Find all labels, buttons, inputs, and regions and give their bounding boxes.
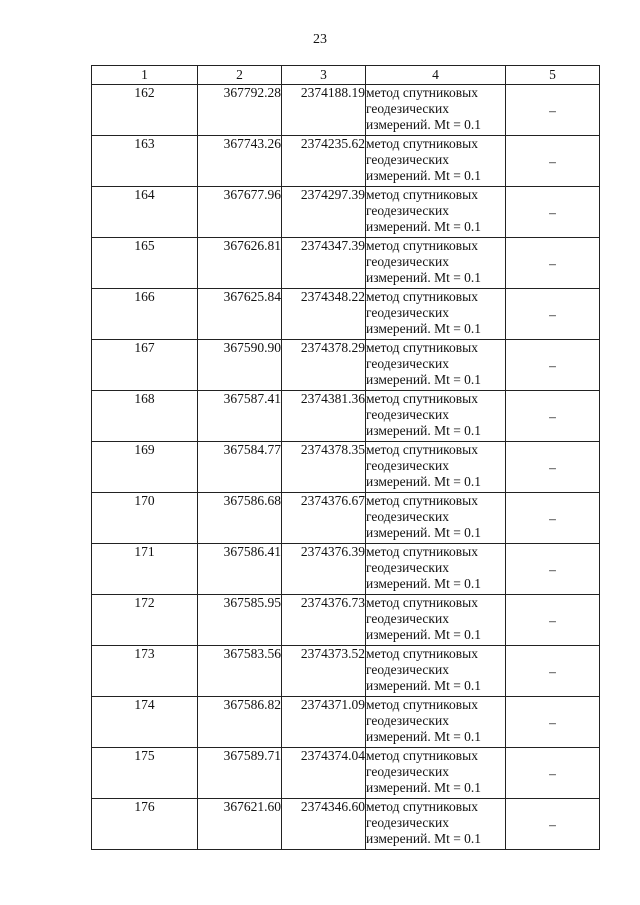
table-header: [92, 66, 600, 85]
point-number-cell: 171: [92, 544, 198, 595]
y-coordinate-cell: 2374381.36: [282, 391, 366, 442]
x-coordinate-cell: 367621.60: [198, 799, 282, 850]
point-number-cell: 165: [92, 238, 198, 289]
table-row: [92, 799, 600, 850]
note-cell: –: [506, 85, 600, 136]
header-col-1: 1: [92, 66, 198, 85]
y-coordinate-cell: 2374348.22: [282, 289, 366, 340]
method-cell: метод спутниковых геодезических измерений. Mt = 0.1: [366, 646, 506, 697]
y-coordinate-cell: 2374376.39: [282, 544, 366, 595]
method-cell: метод спутниковых геодезических измерений. Mt = 0.1: [366, 442, 506, 493]
table-row: [92, 391, 600, 442]
x-coordinate-cell: 367626.81: [198, 238, 282, 289]
x-coordinate-cell: 367587.41: [198, 391, 282, 442]
note-cell: –: [506, 136, 600, 187]
method-cell: метод спутниковых геодезических измерений. Mt = 0.1: [366, 544, 506, 595]
y-coordinate-cell: 2374374.04: [282, 748, 366, 799]
method-cell: метод спутниковых геодезических измерений. Mt = 0.1: [366, 748, 506, 799]
y-coordinate-cell: 2374376.67: [282, 493, 366, 544]
point-number-cell: 169: [92, 442, 198, 493]
page-number: 23: [313, 32, 327, 47]
point-number-cell: 163: [92, 136, 198, 187]
method-cell: метод спутниковых геодезических измерений. Mt = 0.1: [366, 85, 506, 136]
note-cell: –: [506, 493, 600, 544]
note-cell: –: [506, 748, 600, 799]
y-coordinate-cell: 2374235.62: [282, 136, 366, 187]
point-number-cell: 176: [92, 799, 198, 850]
point-number-cell: 162: [92, 85, 198, 136]
method-cell: метод спутниковых геодезических измерений. Mt = 0.1: [366, 340, 506, 391]
header-col-2: 2: [198, 66, 282, 85]
x-coordinate-cell: 367584.77: [198, 442, 282, 493]
y-coordinate-cell: 2374373.52: [282, 646, 366, 697]
x-coordinate-cell: 367625.84: [198, 289, 282, 340]
table-row: [92, 187, 600, 238]
x-coordinate-cell: 367586.41: [198, 544, 282, 595]
table-row: [92, 238, 600, 289]
y-coordinate-cell: 2374346.60: [282, 799, 366, 850]
point-number-cell: 172: [92, 595, 198, 646]
y-coordinate-cell: 2374378.35: [282, 442, 366, 493]
x-coordinate-cell: 367583.56: [198, 646, 282, 697]
note-cell: –: [506, 544, 600, 595]
table-row: [92, 340, 600, 391]
method-cell: метод спутниковых геодезических измерений. Mt = 0.1: [366, 799, 506, 850]
point-number-cell: 164: [92, 187, 198, 238]
method-cell: метод спутниковых геодезических измерений. Mt = 0.1: [366, 238, 506, 289]
table-row: [92, 646, 600, 697]
y-coordinate-cell: 2374297.39: [282, 187, 366, 238]
note-cell: –: [506, 697, 600, 748]
x-coordinate-cell: 367590.90: [198, 340, 282, 391]
header-row: [92, 66, 600, 85]
y-coordinate-cell: 2374376.73: [282, 595, 366, 646]
note-cell: –: [506, 289, 600, 340]
method-cell: метод спутниковых геодезических измерений. Mt = 0.1: [366, 493, 506, 544]
method-cell: метод спутниковых геодезических измерений. Mt = 0.1: [366, 595, 506, 646]
point-number-cell: 168: [92, 391, 198, 442]
x-coordinate-cell: 367586.82: [198, 697, 282, 748]
table-row: [92, 289, 600, 340]
note-cell: –: [506, 187, 600, 238]
x-coordinate-cell: 367585.95: [198, 595, 282, 646]
point-number-cell: 170: [92, 493, 198, 544]
coordinates-table: [91, 65, 600, 850]
note-cell: –: [506, 340, 600, 391]
x-coordinate-cell: 367792.28: [198, 85, 282, 136]
method-cell: метод спутниковых геодезических измерений. Mt = 0.1: [366, 289, 506, 340]
table-row: [92, 136, 600, 187]
table-row: [92, 85, 600, 136]
method-cell: метод спутниковых геодезических измерений. Mt = 0.1: [366, 136, 506, 187]
method-cell: метод спутниковых геодезических измерений. Mt = 0.1: [366, 187, 506, 238]
y-coordinate-cell: 2374188.19: [282, 85, 366, 136]
note-cell: –: [506, 391, 600, 442]
note-cell: –: [506, 595, 600, 646]
x-coordinate-cell: 367586.68: [198, 493, 282, 544]
table-row: [92, 544, 600, 595]
note-cell: –: [506, 238, 600, 289]
x-coordinate-cell: 367589.71: [198, 748, 282, 799]
table-row: [92, 748, 600, 799]
note-cell: –: [506, 799, 600, 850]
note-cell: –: [506, 442, 600, 493]
note-cell: –: [506, 646, 600, 697]
x-coordinate-cell: 367677.96: [198, 187, 282, 238]
point-number-cell: 167: [92, 340, 198, 391]
method-cell: метод спутниковых геодезических измерений. Mt = 0.1: [366, 391, 506, 442]
y-coordinate-cell: 2374378.29: [282, 340, 366, 391]
method-cell: метод спутниковых геодезических измерений. Mt = 0.1: [366, 697, 506, 748]
header-col-5: 5: [506, 66, 600, 85]
y-coordinate-cell: 2374347.39: [282, 238, 366, 289]
table-row: [92, 595, 600, 646]
header-col-4: 4: [366, 66, 506, 85]
point-number-cell: 174: [92, 697, 198, 748]
header-col-3: 3: [282, 66, 366, 85]
table-row: [92, 697, 600, 748]
table-row: [92, 442, 600, 493]
point-number-cell: 173: [92, 646, 198, 697]
y-coordinate-cell: 2374371.09: [282, 697, 366, 748]
point-number-cell: 166: [92, 289, 198, 340]
table-body: [92, 85, 600, 850]
x-coordinate-cell: 367743.26: [198, 136, 282, 187]
table-row: [92, 493, 600, 544]
point-number-cell: 175: [92, 748, 198, 799]
